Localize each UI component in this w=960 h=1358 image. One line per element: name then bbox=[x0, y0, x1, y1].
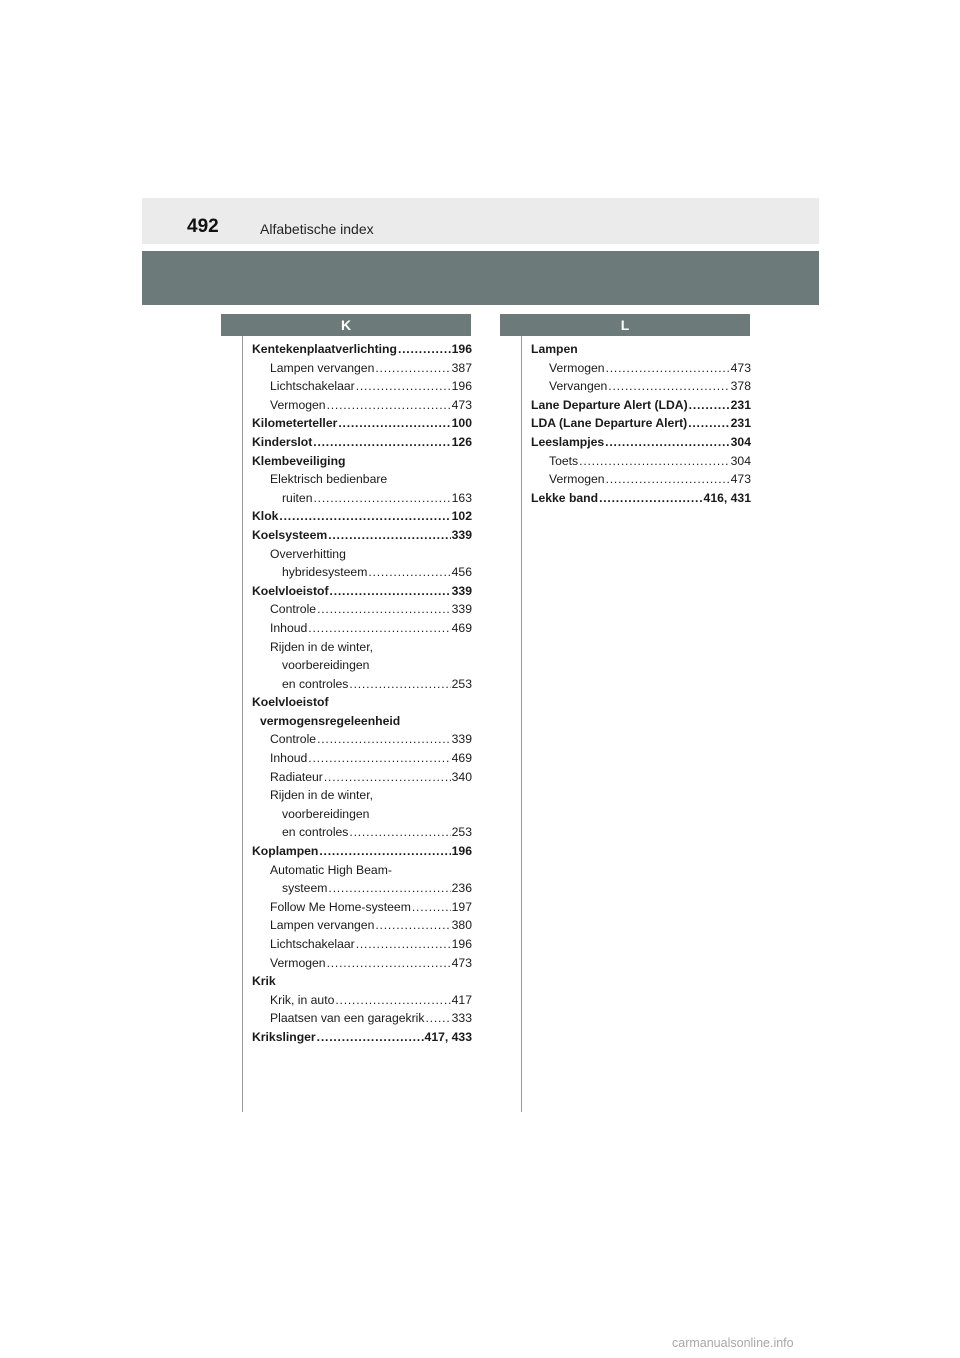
dot-leader bbox=[606, 359, 730, 378]
index-entry bbox=[252, 507, 472, 526]
entry-label: Oververhitting bbox=[270, 546, 346, 561]
index-entry bbox=[252, 861, 472, 880]
entry-label: vermogensregeleenheid bbox=[260, 713, 401, 728]
dot-leader bbox=[688, 414, 729, 433]
dot-leader bbox=[689, 396, 730, 415]
index-entry bbox=[252, 935, 472, 954]
index-entry bbox=[252, 916, 472, 935]
index-entry bbox=[252, 823, 472, 842]
entry-page: 126 bbox=[451, 434, 472, 449]
index-entry bbox=[252, 452, 472, 471]
index-entry bbox=[252, 340, 472, 359]
entry-page: 339 bbox=[451, 602, 472, 617]
index-entry bbox=[252, 805, 472, 824]
index-column-l bbox=[500, 314, 750, 336]
column-rule-l bbox=[521, 336, 522, 1112]
page-title: Alfabetische index bbox=[260, 221, 374, 237]
entry-page: 416, 431 bbox=[703, 490, 751, 505]
index-entry bbox=[252, 786, 472, 805]
index-entry bbox=[252, 693, 472, 712]
dot-leader bbox=[327, 396, 451, 415]
entry-page: 473 bbox=[730, 360, 751, 375]
index-entry bbox=[252, 396, 472, 415]
entry-label: voorbereidingen bbox=[282, 658, 370, 673]
entry-label: Krik bbox=[252, 974, 276, 989]
entry-page: 231 bbox=[730, 397, 751, 412]
dot-leader bbox=[356, 377, 451, 396]
entry-page: 473 bbox=[451, 397, 472, 412]
entry-label: Lane Departure Alert (LDA) bbox=[531, 397, 688, 412]
dot-leader bbox=[317, 600, 451, 619]
entry-label: Lekke band bbox=[531, 490, 599, 505]
entry-label: Elektrisch bedienbare bbox=[270, 472, 388, 487]
entry-label: Klok bbox=[252, 509, 279, 524]
entry-label: Koelvloeistof bbox=[252, 695, 329, 710]
entry-label: Lampen vervangen bbox=[270, 360, 375, 375]
dot-leader bbox=[328, 526, 450, 545]
index-entry bbox=[252, 582, 472, 601]
dot-leader bbox=[425, 1009, 450, 1028]
column-rule-k bbox=[242, 336, 243, 1112]
dot-leader bbox=[599, 489, 702, 508]
entry-label: Leeslampjes bbox=[531, 434, 605, 449]
index-entry bbox=[252, 898, 472, 917]
entry-label: Inhoud bbox=[270, 620, 308, 635]
entry-page: 339 bbox=[451, 527, 472, 542]
entry-page: 340 bbox=[451, 769, 472, 784]
entry-list-l bbox=[531, 340, 751, 507]
letter-heading-k: K bbox=[221, 314, 471, 336]
index-entry bbox=[531, 452, 751, 471]
index-entry bbox=[531, 414, 751, 433]
dot-leader bbox=[605, 433, 729, 452]
index-entry bbox=[252, 414, 472, 433]
dot-leader bbox=[319, 842, 450, 861]
dot-leader bbox=[356, 935, 451, 954]
entry-label: voorbereidingen bbox=[282, 806, 370, 821]
entry-page: 304 bbox=[730, 453, 751, 468]
index-entry bbox=[252, 638, 472, 657]
index-entry bbox=[531, 396, 751, 415]
entry-label: Kilometerteller bbox=[252, 416, 338, 431]
index-entry bbox=[252, 749, 472, 768]
entry-label: Vervangen bbox=[549, 379, 608, 394]
index-entry bbox=[252, 842, 472, 861]
dot-leader bbox=[279, 507, 450, 526]
entry-page: 339 bbox=[451, 583, 472, 598]
index-entry bbox=[252, 712, 472, 731]
index-entry bbox=[531, 470, 751, 489]
entry-page: 253 bbox=[451, 825, 472, 840]
dot-leader bbox=[349, 675, 450, 694]
entry-label: Vermogen bbox=[270, 955, 326, 970]
entry-page: 236 bbox=[451, 881, 472, 896]
entry-label: Radiateur bbox=[270, 769, 323, 784]
index-entry bbox=[252, 972, 472, 991]
letter-heading-l: L bbox=[500, 314, 750, 336]
index-entry bbox=[252, 954, 472, 973]
entry-page: 253 bbox=[451, 676, 472, 691]
entry-label: Kinderslot bbox=[252, 434, 313, 449]
index-entry bbox=[252, 619, 472, 638]
index-entry bbox=[252, 433, 472, 452]
entry-label: Lichtschakelaar bbox=[270, 937, 355, 951]
dot-leader bbox=[335, 991, 450, 1010]
entry-label: Rijden in de winter, bbox=[270, 639, 373, 654]
entry-page: 196 bbox=[451, 844, 472, 859]
dot-leader bbox=[349, 823, 450, 842]
entry-list-k bbox=[252, 340, 472, 1047]
entry-label: Controle bbox=[270, 732, 317, 747]
entry-page: 102 bbox=[451, 509, 472, 524]
index-column-k bbox=[221, 314, 471, 336]
dot-leader bbox=[608, 377, 729, 396]
index-entry bbox=[252, 600, 472, 619]
entry-label: Vermogen bbox=[549, 472, 605, 487]
dot-leader bbox=[317, 1028, 424, 1047]
dot-leader bbox=[308, 619, 450, 638]
entry-label: Krikslinger bbox=[252, 1029, 316, 1044]
entry-label: hybridesysteem bbox=[282, 565, 368, 580]
dot-leader bbox=[308, 749, 450, 768]
index-entry bbox=[252, 879, 472, 898]
index-entry bbox=[531, 489, 751, 508]
index-entry bbox=[252, 526, 472, 545]
dot-leader bbox=[324, 768, 451, 787]
entry-page: 417, 433 bbox=[424, 1029, 472, 1044]
entry-page: 380 bbox=[451, 918, 472, 933]
index-entry bbox=[252, 991, 472, 1010]
dot-leader bbox=[317, 730, 451, 749]
entry-page: 387 bbox=[451, 360, 472, 375]
entry-page: 197 bbox=[451, 899, 472, 914]
dot-leader bbox=[313, 433, 450, 452]
entry-label: Koelsysteem bbox=[252, 527, 328, 542]
dot-leader bbox=[330, 582, 451, 601]
entry-label: systeem bbox=[282, 881, 328, 896]
entry-label: LDA (Lane Departure Alert) bbox=[531, 416, 688, 431]
entry-label: Krik, in auto bbox=[270, 992, 335, 1007]
page-number: 492 bbox=[187, 216, 219, 237]
section-band bbox=[142, 251, 819, 305]
index-entry bbox=[531, 359, 751, 378]
index-entry bbox=[252, 768, 472, 787]
entry-page: 378 bbox=[730, 379, 751, 394]
dot-leader bbox=[398, 340, 451, 359]
entry-page: 196 bbox=[451, 937, 472, 951]
entry-label: Inhoud bbox=[270, 751, 308, 766]
entry-page: 100 bbox=[451, 416, 472, 431]
entry-page: 339 bbox=[451, 732, 472, 747]
watermark: carmanualsonline.info bbox=[672, 1336, 794, 1350]
index-entry bbox=[252, 545, 472, 564]
entry-label: Lampen bbox=[531, 342, 578, 356]
index-entry bbox=[252, 730, 472, 749]
dot-leader bbox=[328, 879, 450, 898]
entry-page: 469 bbox=[451, 751, 472, 766]
index-entry bbox=[531, 340, 751, 359]
index-entry bbox=[252, 675, 472, 694]
entry-label: Koelvloeistof bbox=[252, 583, 329, 598]
entry-label: Koplampen bbox=[252, 844, 319, 859]
entry-label: Klembeveiliging bbox=[252, 453, 346, 468]
dot-leader bbox=[606, 470, 730, 489]
entry-page: 231 bbox=[730, 416, 751, 431]
index-entry bbox=[252, 1009, 472, 1028]
index-entry bbox=[252, 359, 472, 378]
entry-page: 456 bbox=[451, 565, 472, 580]
page-header bbox=[142, 198, 819, 244]
index-entry bbox=[252, 656, 472, 675]
index-entry bbox=[252, 377, 472, 396]
entry-label: Plaatsen van een garagekrik bbox=[270, 1011, 425, 1026]
dot-leader bbox=[327, 954, 451, 973]
entry-page: 417 bbox=[451, 992, 472, 1007]
entry-label: Rijden in de winter, bbox=[270, 788, 373, 803]
entry-page: 469 bbox=[451, 620, 472, 635]
dot-leader bbox=[579, 452, 730, 471]
index-entry bbox=[252, 1028, 472, 1047]
dot-leader bbox=[338, 414, 450, 433]
entry-label: Kentekenplaatverlichting bbox=[252, 342, 397, 356]
entry-page: 304 bbox=[730, 434, 751, 449]
dot-leader bbox=[375, 359, 450, 378]
entry-page: 333 bbox=[451, 1011, 472, 1026]
index-entry bbox=[531, 377, 751, 396]
dot-leader bbox=[314, 489, 451, 508]
entry-label: ruiten bbox=[282, 490, 313, 505]
dot-leader bbox=[412, 898, 451, 917]
dot-leader bbox=[375, 916, 450, 935]
dot-leader bbox=[368, 563, 450, 582]
entry-label: Automatic High Beam- bbox=[270, 862, 392, 877]
entry-page: 473 bbox=[730, 472, 751, 487]
entry-label: Lichtschakelaar bbox=[270, 379, 355, 394]
index-entry bbox=[531, 433, 751, 452]
entry-label: en controles bbox=[282, 825, 349, 840]
entry-label: Controle bbox=[270, 602, 317, 617]
entry-label: en controles bbox=[282, 676, 349, 691]
entry-page: 196 bbox=[451, 379, 472, 394]
entry-label: Lampen vervangen bbox=[270, 918, 375, 933]
entry-label: Toets bbox=[549, 453, 579, 468]
index-entry bbox=[252, 563, 472, 582]
index-entry bbox=[252, 470, 472, 489]
entry-label: Vermogen bbox=[270, 397, 326, 412]
entry-label: Vermogen bbox=[549, 360, 605, 375]
entry-label: Follow Me Home-systeem bbox=[270, 899, 411, 914]
entry-page: 196 bbox=[451, 342, 472, 356]
index-entry bbox=[252, 489, 472, 508]
entry-page: 473 bbox=[451, 955, 472, 970]
entry-page: 163 bbox=[451, 490, 472, 505]
